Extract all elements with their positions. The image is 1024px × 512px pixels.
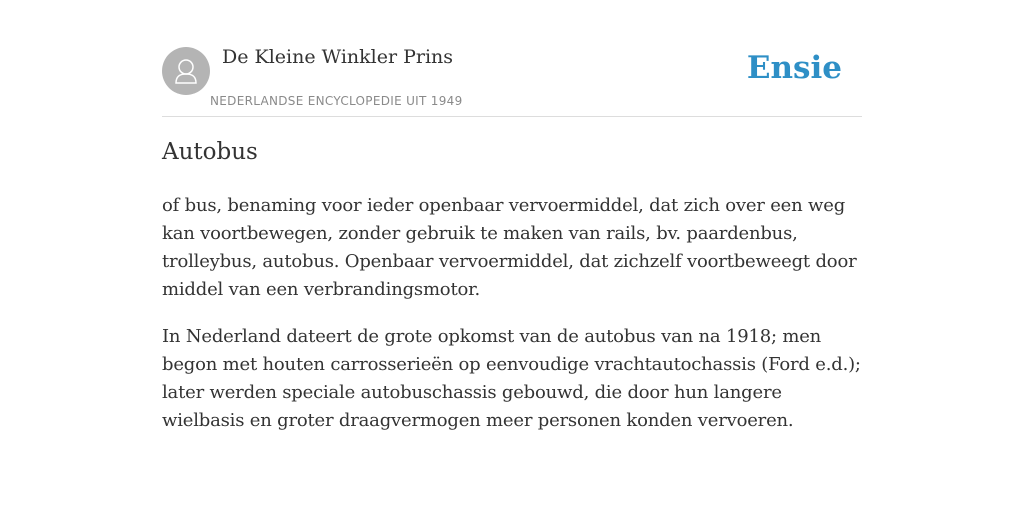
brand-logo[interactable]: Ensie xyxy=(746,50,842,86)
article-paragraph: In Nederland dateert de grote opkomst van de autobus van na 1918; men begon met houten carrosserieën op eenvoudige vrachtautochassis (Ford e.d.); later werden speciale autobuschassis gebouwd, die door hun langere wielbasis en groter draagvermogen meer personen konden vervoeren. xyxy=(162,326,861,431)
author-subtitle: NEDERLANDSE ENCYCLOPEDIE UIT 1949 xyxy=(210,94,463,108)
author-name[interactable]: De Kleine Winkler Prins xyxy=(222,46,454,68)
article-title: Autobus xyxy=(162,139,258,165)
header xyxy=(162,46,862,117)
avatar[interactable] xyxy=(162,47,210,95)
article-body xyxy=(162,192,862,454)
user-icon xyxy=(162,47,210,95)
article-paragraph: of bus, benaming voor ieder openbaar vervoermiddel, dat zich over een weg kan voortbewegen, zonder gebruik te maken van rails, bv. paardenbus, trolleybus, autobus. Openbaar vervoermiddel, dat zichzelf voortbeweegt door middel van een verbrandingsmotor. xyxy=(162,195,857,300)
